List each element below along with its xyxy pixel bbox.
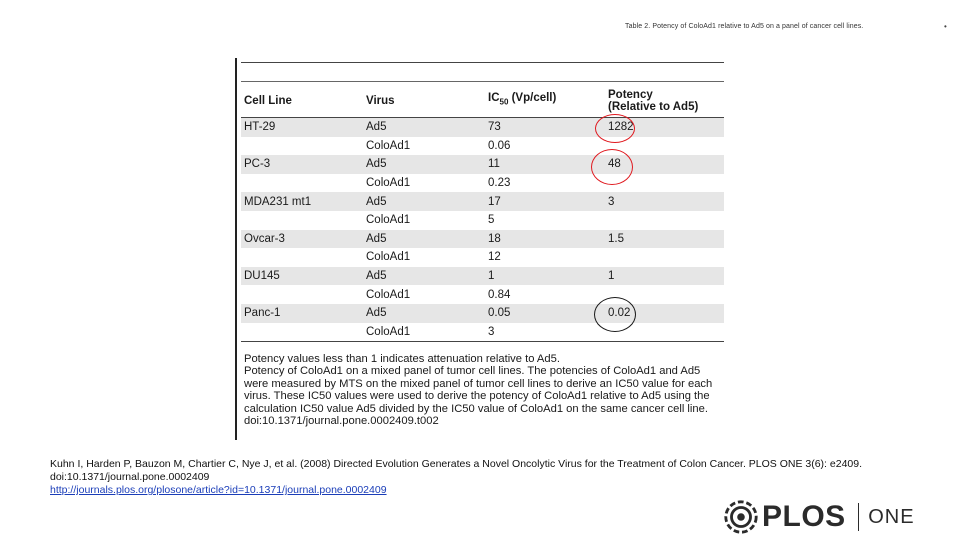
cell-potency: 0.02 — [605, 304, 724, 323]
slide-dot: • — [944, 22, 947, 31]
cell-line — [241, 248, 363, 267]
table-top-rule — [241, 62, 724, 63]
cell-line: HT-29 — [241, 118, 363, 137]
table-header-row — [241, 84, 724, 118]
cell-line: PC-3 — [241, 155, 363, 174]
slide-title: Table 2. Potency of ColoAd1 relative to Ad5 on a panel of cancer cell lines. — [625, 23, 864, 30]
cell-ic50: 73 — [485, 118, 605, 137]
cell-virus: Ad5 — [363, 304, 485, 323]
plos-logo-sub: ONE — [868, 505, 915, 528]
table-row — [241, 248, 724, 267]
header-ic50: $IC_{50}$ (Vp/cell) — [485, 84, 605, 118]
cell-line: Panc-1 — [241, 304, 363, 323]
cell-ic50: 5 — [488, 214, 495, 227]
cell-potency — [605, 248, 724, 267]
cell-line — [241, 174, 363, 193]
cell-potency: 1 — [605, 267, 724, 286]
cell-ic50: 0.84 — [488, 288, 511, 301]
header-virus: Virus — [363, 84, 485, 118]
cell-ic50: 17 — [485, 192, 605, 211]
cell-line — [241, 137, 363, 156]
cell-virus: ColoAd1 — [363, 323, 485, 342]
highlight-circle-1282 — [595, 114, 635, 143]
table-row — [241, 192, 724, 211]
potency-table — [241, 84, 724, 342]
cell-ic50: 11 — [485, 155, 605, 174]
footnote-doi: doi:10.1371/journal.pone.0002409.t002 — [244, 415, 439, 428]
plos-logo-word: PLOS — [762, 500, 846, 533]
cell-virus: ColoAd1 — [366, 288, 411, 301]
table-row — [241, 137, 724, 156]
cell-ic50: 3 — [485, 323, 605, 342]
table-row — [241, 304, 724, 323]
table-row — [241, 267, 724, 286]
table-row — [241, 155, 724, 174]
header-cell-line: Cell Line — [241, 84, 363, 118]
cell-ic50: 0.23 — [488, 177, 511, 190]
cell-ic50: 0.05 — [485, 304, 605, 323]
table-row — [241, 118, 724, 137]
highlight-circle-48 — [591, 149, 633, 185]
cell-virus: Ad5 — [363, 192, 485, 211]
cell-line — [241, 323, 363, 342]
plos-one-logo — [722, 497, 957, 537]
cell-virus: ColoAd1 — [366, 214, 411, 227]
logo-separator — [858, 503, 860, 531]
cell-ic50: 12 — [488, 251, 501, 264]
table-figure — [235, 58, 724, 440]
cell-virus: ColoAd1 — [366, 177, 411, 190]
citation — [50, 458, 920, 497]
cell-potency: 3 — [605, 192, 724, 211]
cell-virus: Ad5 — [363, 267, 485, 286]
cell-line: DU145 — [241, 267, 363, 286]
table-footnote — [244, 353, 724, 427]
citation-text: Kuhn I, Harden P, Bauzon M, Chartier C, Nye J, et al. (2008) Directed Evolution Generates a Novel Oncolytic Virus for the Treatment of Colon Cancer. PLOS ONE 3(6): e2409. doi:10.1371/journal.pone.0002409 — [50, 458, 863, 483]
citation-link[interactable]: http://journals.plos.org/plosone/article?id=10.1371/journal.pone.0002409 — [50, 484, 387, 496]
table-row — [241, 230, 724, 249]
table-row — [241, 285, 724, 304]
cell-potency: 1282 — [605, 118, 724, 137]
cell-ic50: 18 — [485, 230, 605, 249]
cell-line — [241, 285, 363, 304]
table-row — [241, 323, 724, 342]
footnote-line-1: Potency values less than 1 indicates attenuation relative to Ad5. — [244, 353, 560, 365]
cell-virus: Ad5 — [363, 155, 485, 174]
cell-ic50: 1 — [485, 267, 605, 286]
cell-virus: Ad5 — [363, 230, 485, 249]
cell-virus: ColoAd1 — [366, 139, 411, 152]
highlight-circle-0-02 — [594, 297, 636, 332]
cell-line: Ovcar-3 — [241, 230, 363, 249]
cell-virus: Ad5 — [363, 118, 485, 137]
cell-line: MDA231 mt1 — [241, 192, 363, 211]
table-row — [241, 174, 724, 193]
plos-logo-mark-icon — [722, 498, 760, 536]
table-top-rule-2 — [241, 81, 724, 82]
cell-potency: 48 — [605, 155, 724, 174]
table-row — [241, 211, 724, 230]
cell-ic50: 0.06 — [488, 139, 511, 152]
footnote-line-2: Potency of ColoAd1 on a mixed panel of tumor cell lines. The potencies of ColoAd1 and Ad5 were measured by MTS on the mixed panel of tumor cell lines to derive an IC50 value for each virus. These IC50 values were used to derive the potency of ColoAd1 relative to Ad5 using the calculation IC50 value Ad5 divided by the IC50 value of ColoAd1 on the same cancer cell line. — [244, 365, 713, 415]
cell-line — [241, 211, 363, 230]
cell-potency — [605, 211, 724, 230]
header-potency: Potency (Relative to Ad5) — [605, 84, 724, 118]
cell-virus: ColoAd1 — [366, 251, 411, 264]
cell-potency: 1.5 — [605, 230, 724, 249]
